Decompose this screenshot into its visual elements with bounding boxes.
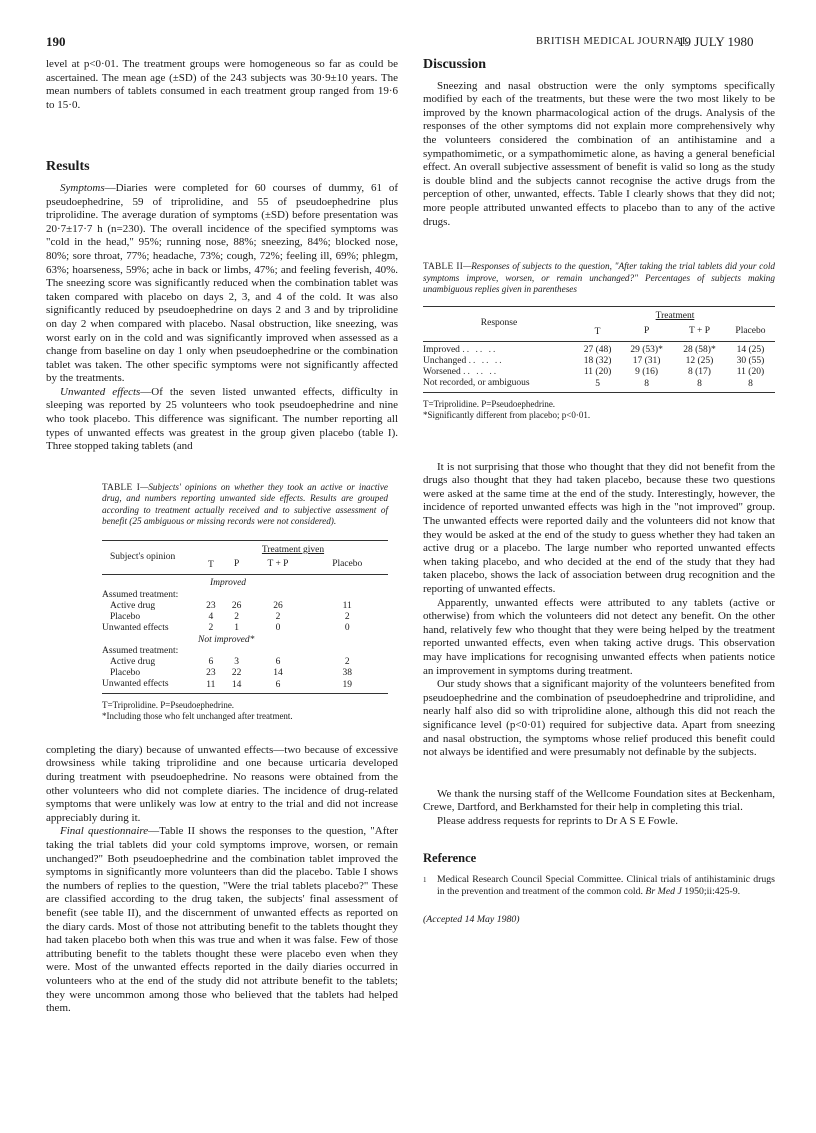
page-number: 190 bbox=[46, 34, 66, 49]
table-1-caption-text: —Subjects' opinions on whether they took an active or inactive drug, and numbers reporting unwanted side effects. Results are grouped according to treatment actually received and to subjective assessment of benefit (25 ambiguous or missing records were not considered). bbox=[102, 481, 388, 527]
final-questionnaire-paragraph bbox=[46, 825, 398, 1015]
reference-item bbox=[423, 874, 775, 898]
table-2-footnote-abbrev: T=Triprolidine. P=Pseudoephedrine. bbox=[423, 398, 556, 409]
discussion-paragraph-1: Sneezing and nasal obstruction were the only symptoms specifically modified by each of the treatments, but these were the two most likely to be improved by the known pharmacological action of the drugs. Analysis of the responses of the other symptoms did not explain more comprehensively why the volunteers considered the combination of an antihistamine and a sympathomimetic, or a sympathomimetic alone, as having a general beneficial effect. An overall subjective assessment of benefit is valid so long as the study is double blind and the subjects cannot recognise the active drugs from the perception of other, unwanted, effects. Table I clearly shows that they did not; more people attributed unwanted effects to placebo than to any of the active drugs. bbox=[423, 79, 775, 228]
table-1-caption bbox=[102, 482, 388, 528]
left-column bbox=[46, 58, 398, 1016]
table-1-section-title: Not improved* bbox=[198, 634, 255, 645]
unwanted-effects-text: —Of the seven listed unwanted effects, difficulty in sleeping was reported by 25 volunteers who took pseudoephedrine and nine who took placebo. This difference was significant. The number reporting all types of unwanted effects was greatest in the group given placebo (table I). Three stopped taking tablets (and bbox=[46, 385, 398, 453]
table-1-grid bbox=[102, 540, 388, 694]
discussion-heading: Discussion bbox=[423, 57, 487, 72]
table-1-col-header: Placebo bbox=[332, 559, 363, 570]
discussion-paragraph-4: Our study shows that a significant majority of the volunteers benefited from pseudoephedrine and the combination of pseudoephedrine and triprolidine, and nearly half also did so with triprolidine alone, although this did not reach the significance level (p<0·01) required for subjective data. Apart from sneezing and nasal obstruction, the symptoms whose relief produced this benefit could not always be identified and were presumably not definable by the subjects. bbox=[423, 678, 775, 759]
table-2-col-header: T + P bbox=[688, 325, 710, 336]
table-row: Unwanted effects 11 14 6 19 bbox=[102, 678, 352, 691]
discussion-paragraph-2: It is not surprising that those who thought that they did not benefit from the drugs also thought that they had taken placebo, because these two questions were asked at the same time at the end of the study. Interestingly, however, the incidence of reported unwanted effects was high in the "not improved" group. The unwanted effects were reported daily and the volunteers did not know that they would be asked at the end of the study to guess whether they had taken an active drug or a placebo. The large number who reported unwanted effects when taking placebo, and who decided at the end of the study that they had taken placebo, shows the lack of association between drug recognition and the reporting of unwanted effects. bbox=[423, 460, 775, 595]
right-column bbox=[423, 58, 775, 926]
after-table-paragraph: completing the diary) because of unwanted effects—two because of excessive drowsiness while taking triprolidine and one because urticaria developed during treatment with pseudoephedrine. No reasons were obtained from the other volunteers who did not complete diaries. The incidence of drug-related symptoms that were unlikely was low at entry to the trial and did not increase appreciably during it. bbox=[46, 743, 398, 824]
table-1-section-title: Improved bbox=[210, 577, 247, 588]
accepted-date: (Accepted 14 May 1980) bbox=[423, 914, 520, 926]
table-row: Active drug 23 26 26 11 bbox=[110, 600, 352, 611]
table-row: Placebo 4 2 2 2 bbox=[110, 611, 350, 622]
table-1-col-header: T + P bbox=[267, 559, 289, 570]
table-2 bbox=[423, 261, 775, 421]
symptoms-paragraph bbox=[46, 182, 398, 386]
table-2-col-header: T bbox=[594, 326, 601, 337]
table-row: Placebo 23 22 14 38 bbox=[110, 667, 352, 678]
reference-heading: Reference bbox=[423, 851, 477, 866]
table-1-footnote-star: *Including those who felt unchanged after treatment. bbox=[102, 710, 293, 721]
table-row: Unchanged .. .. .. 18 (32) 17 (31) 12 (25) 30 (55) bbox=[423, 355, 765, 366]
table-2-caption-text: —Responses of subjects to the question, "After taking the trial tablets did your cold symptoms improve, worsen, or remain unchanged?" Percentages of subjects making unambiguous replies given in parentheses bbox=[423, 261, 775, 295]
table-2-grid bbox=[423, 306, 775, 393]
discussion-paragraph-3: Apparently, unwanted effects were attributed to any tablets (active or otherwise) from which the volunteers did not detect any benefit. On the other hand, relatively few who thought that they were being helped by the treatment reported unwanted effects, even when taking active drugs. This observation may have implications for recognising unwanted effects when patients notice an improvement in symptoms during treatment. bbox=[423, 596, 775, 677]
table-1-col-header: T bbox=[207, 559, 214, 570]
acknowledgements: We thank the nursing staff of the Wellcome Foundation sites at Beckenham, Crewe, Dartford, and Berkhamsted for their help in completing this trial. bbox=[423, 787, 775, 814]
table-row: Active drug 6 3 6 2 bbox=[110, 656, 350, 667]
table-row: Not recorded, or ambiguous 5 8 8 8 bbox=[423, 377, 753, 390]
final-questionnaire-label: Final questionnaire bbox=[60, 825, 149, 838]
table-2-caption bbox=[423, 261, 775, 296]
table-1-group-header: Treatment given bbox=[261, 544, 325, 555]
symptoms-label: Symptoms bbox=[60, 181, 105, 194]
table-1-assumed-label: Assumed treatment: bbox=[102, 589, 179, 600]
table-1-label: TABLE I bbox=[102, 481, 141, 492]
final-questionnaire-text: —Table II shows the responses to the question, "After taking the trial tablets did your cold symptoms improve, worsen, or remain unchanged?" Both pseudoephedrine and the combination tablet improved the symptoms in significantly more volunteers than did the placebo. Table I shows the numbers of replies to the question, "Were the trial tablets placebo?" These are classified according to the drug taken, the subjects' final assessment of benefit (see table II), and the discernment of unwanted effects as reported on the diary cards. Most of those not attributing benefit to the tablets thought they had taken placebo both when this was true and when it was false. Few of those attributing benefit to the tablets thought these were placebo even when they were. Most of the unwanted effects reported in the daily diaries occurred in volunteers who at the end of the study did not attribute benefit to the tablets; they were uncommon among those who believed that the tablets had helped them. bbox=[46, 825, 399, 1015]
table-1-footnote-abbrev: T=Triprolidine. P=Pseudoephedrine. bbox=[102, 699, 235, 710]
table-1 bbox=[102, 482, 388, 722]
unwanted-effects-paragraph bbox=[46, 386, 398, 454]
table-1-assumed-label: Assumed treatment: bbox=[102, 645, 179, 656]
issue-date: 19 JULY 1980 bbox=[678, 34, 754, 49]
table-2-col-header: P bbox=[643, 325, 650, 336]
reference-detail: 1950;ii:425-9. bbox=[681, 886, 741, 898]
table-2-footnote-star: *Significantly different from placebo; p<0·01. bbox=[423, 409, 591, 420]
table-row: Improved .. .. .. 27 (48) 29 (53)* 28 (58)* 14 (25) bbox=[423, 341, 775, 356]
table-2-col-header: Placebo bbox=[735, 325, 766, 336]
table-2-group-header: Treatment bbox=[655, 310, 695, 321]
table-2-stub-header: Response bbox=[480, 318, 518, 329]
intro-paragraph: level at p<0·01. The treatment groups were homogeneous so far as could be ascertained. The mean age (±SD) of the 243 subjects was 30·9±10 years. The mean numbers of tablets consumed in each treatment group ranged from 19·6 to 15·0. bbox=[46, 58, 398, 111]
table-1-col-header: P bbox=[233, 559, 240, 570]
table-row: Worsened .. .. .. 11 (20) 9 (16) 8 (17) 11 (20) bbox=[423, 366, 765, 377]
table-1-stub-header: Subject's opinion bbox=[110, 551, 176, 562]
table-row: Unwanted effects 2 1 0 0 bbox=[102, 622, 350, 633]
results-heading: Results bbox=[46, 159, 90, 175]
reprints-note: Please address requests for reprints to Dr A S E Fowle. bbox=[437, 814, 679, 827]
table-2-label: TABLE II bbox=[423, 261, 464, 272]
unwanted-effects-label: Unwanted effects bbox=[60, 385, 141, 398]
reference-number: 1 bbox=[423, 876, 427, 885]
reference-journal: Br Med J bbox=[645, 886, 682, 898]
symptoms-text: —Diaries were completed for 60 courses of dummy, 61 of pseudoephedrine, 59 of triprolidine, and 55 of pseudoephedrine plus triprolidine. The average duration of symptoms (±SD) before presentation was 20·7±17·7 h (n=230). The overall incidence of the specified symptoms was "cold in the head," 95%; running nose, 88%; sneezing, 84%; blocked nose, 80%; sore throat, 77%; headache, 73%; cough, 72%; feeling ill, 69%; phlegm, 63%; hoarseness, 59%; ache in back or limbs, 47%; and feeling feverish, 40%. The sneezing score was significantly reduced when the combination tablet was taken compared with placebo on days 2, 3, and 4 of the cold. It was also significantly reduced by pseudoephedrine on days 2 and 3 and by triprolidine on day 2 when compared with placebo. Nasal obstruction, like sneezing, was worst early on in the cold and was significantly improved when assessed as a change from baseline on day 1 only when pseudoephedrine or the combination tablet was taken. The other specific symptoms were not significantly affected by the treatments. bbox=[46, 181, 398, 385]
journal-name: BRITISH MEDICAL JOURNAL bbox=[536, 36, 689, 47]
reference-text: Medical Research Council Special Committee. Clinical trials of antihistaminic drugs in the prevention and treatment of the common cold. bbox=[437, 874, 775, 898]
